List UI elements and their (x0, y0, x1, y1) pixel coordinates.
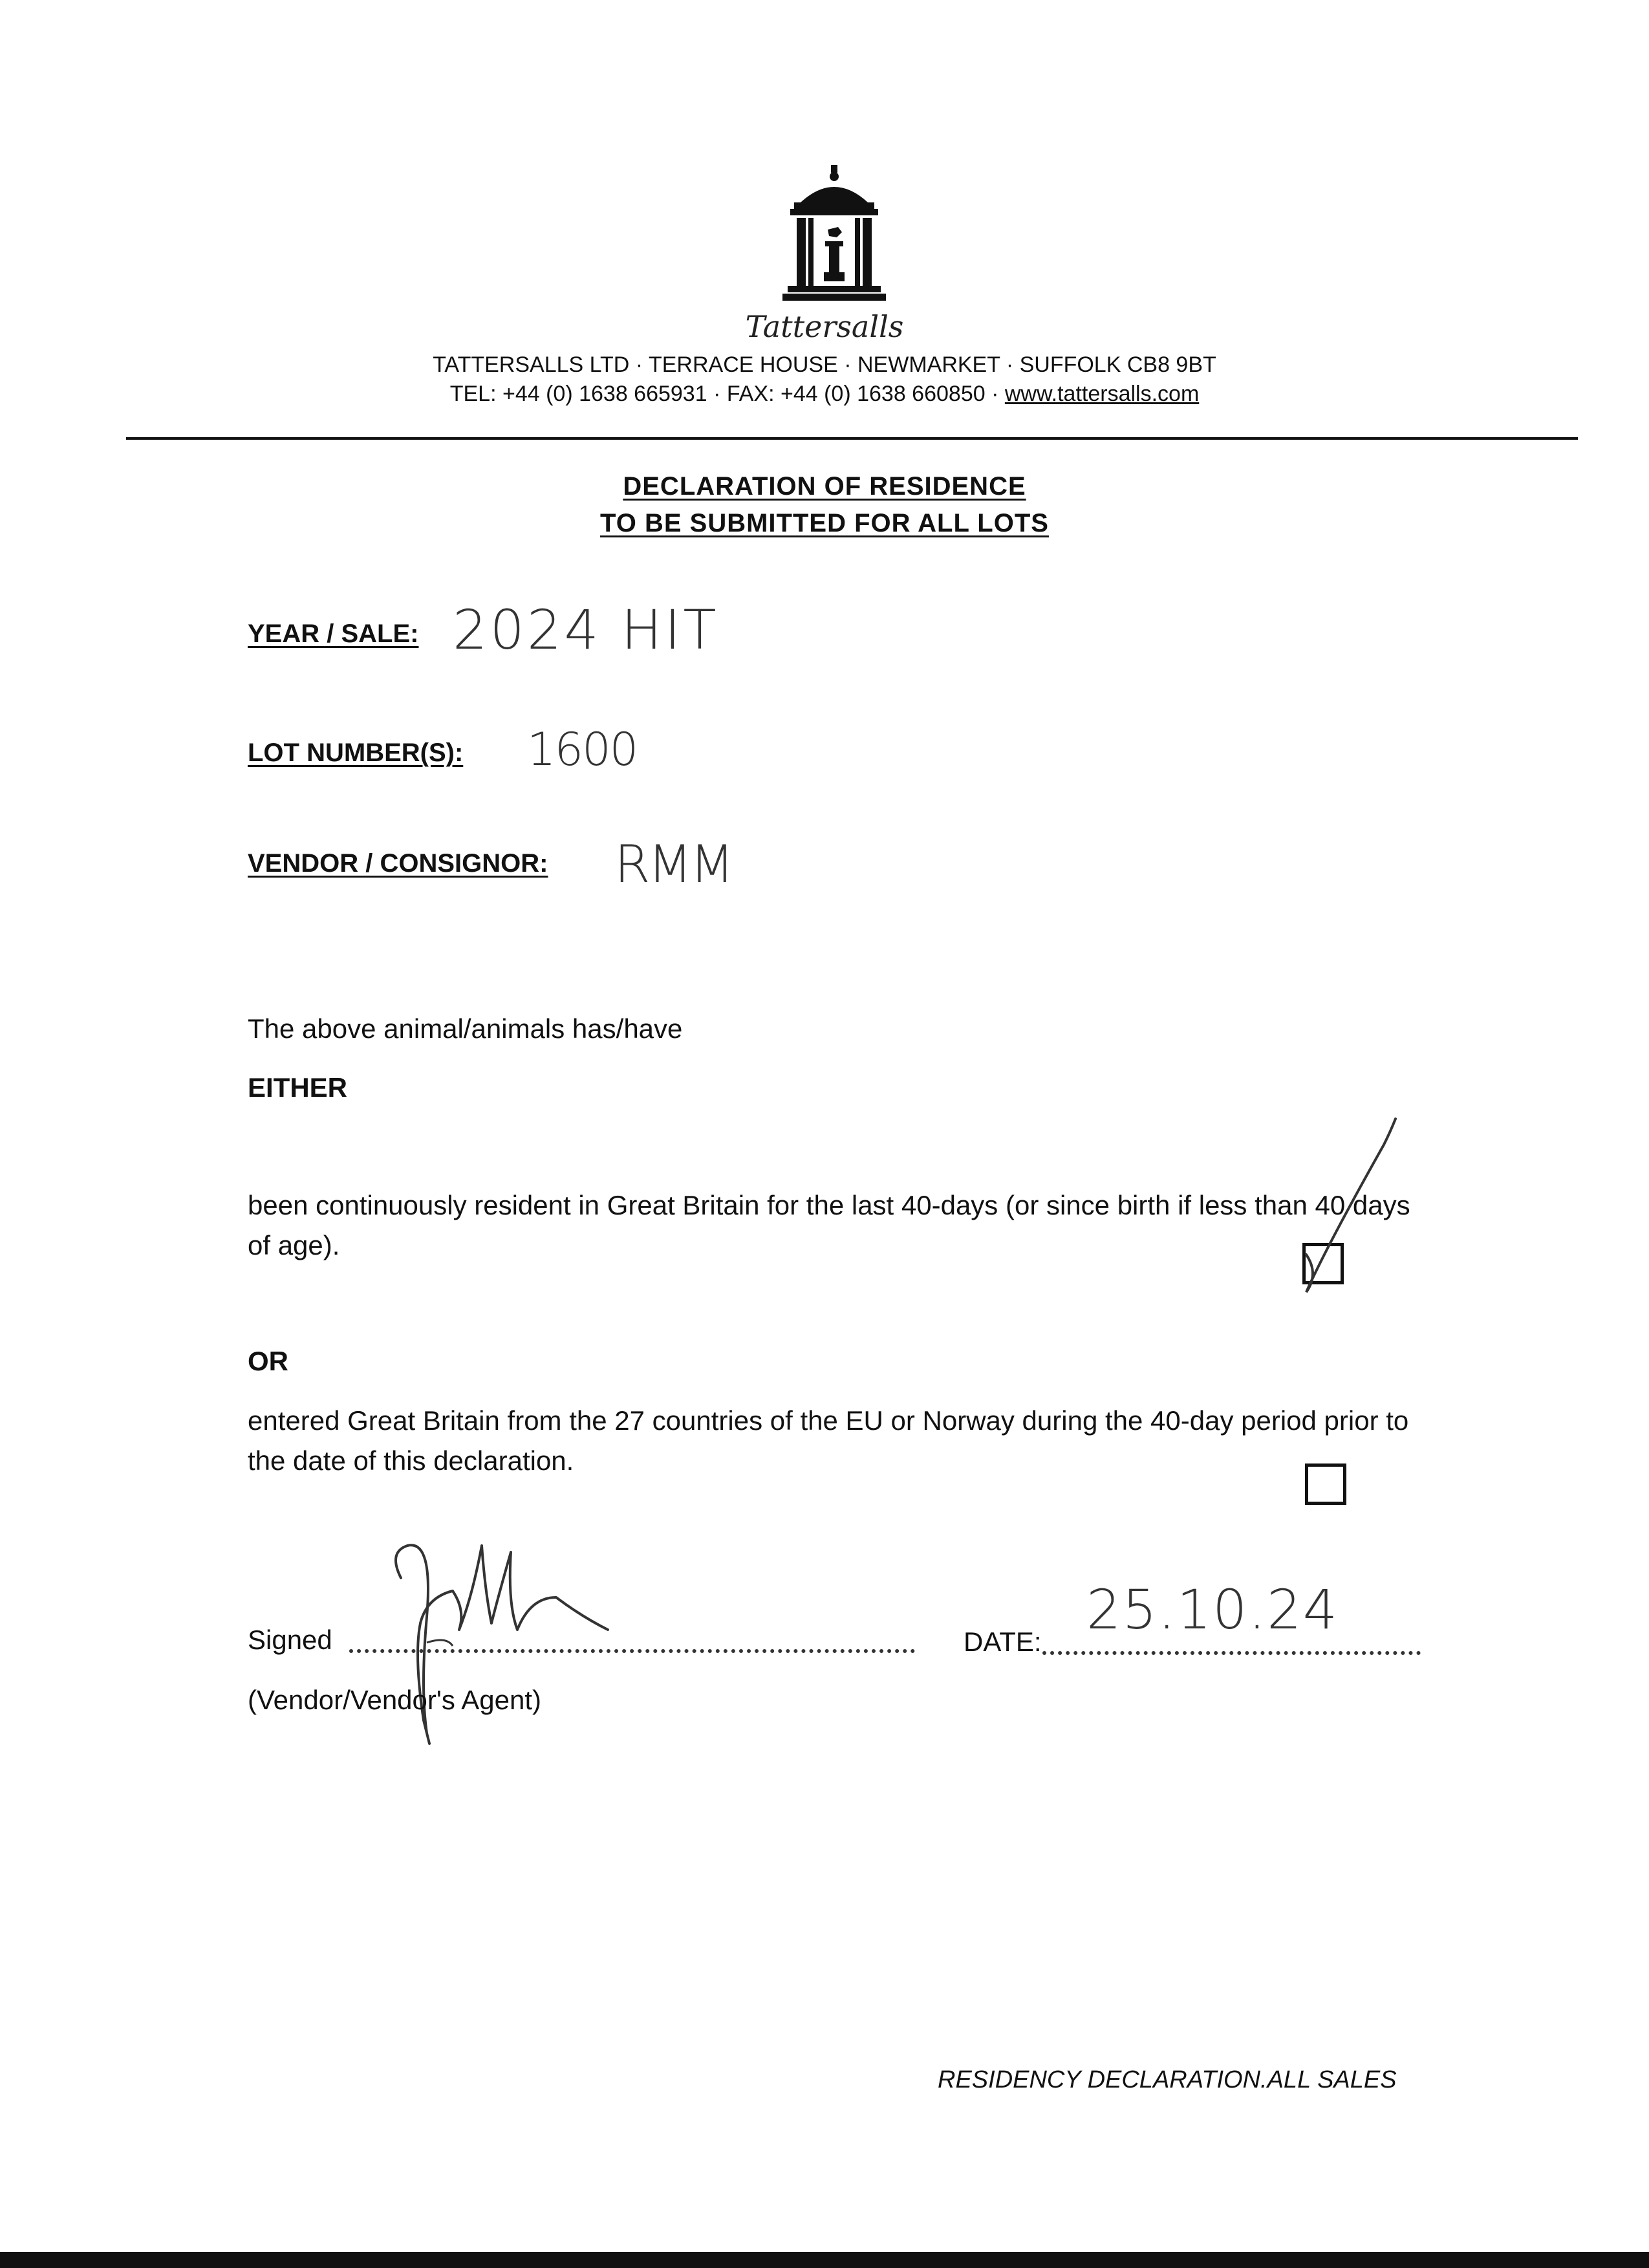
date-line[interactable] (1042, 1651, 1421, 1655)
signed-label: Signed (248, 1625, 332, 1655)
declaration-intro: The above animal/animals has/have (248, 1013, 683, 1044)
signature-mark (362, 1526, 634, 1759)
contact-phone-fax: TEL: +44 (0) 1638 665931 · FAX: +44 (0) 1638 660850 · (449, 382, 1005, 406)
option-entered-checkbox[interactable] (1305, 1463, 1346, 1505)
website-link[interactable]: www.tattersalls.com (1004, 382, 1200, 406)
option-entered-text: entered Great Britain from the 27 countries of the EU or Norway during the 40-day period prior to the date of this declaration. (248, 1405, 1409, 1476)
year-sale-label: YEAR / SALE: (248, 620, 419, 648)
signatory-role: (Vendor/Vendor's Agent) (248, 1685, 542, 1715)
vendor-label: VENDOR / CONSIGNOR: (248, 849, 548, 878)
lot-number-label: LOT NUMBER(S): (248, 739, 464, 767)
document-title: DECLARATION OF RESIDENCE (623, 472, 1026, 501)
checkmark-icon (1287, 1119, 1416, 1293)
or-heading: OR (248, 1346, 288, 1376)
date-label: DATE: (964, 1626, 1042, 1657)
header-divider (126, 437, 1578, 440)
year-sale-value[interactable]: 2024 HIT (453, 598, 719, 662)
either-heading: EITHER (248, 1072, 348, 1103)
document-subtitle: TO BE SUBMITTED FOR ALL LOTS (600, 509, 1049, 537)
scan-edge (0, 2252, 1649, 2268)
date-value[interactable]: 25.10.24 (1086, 1578, 1339, 1641)
brand-name: Tattersalls (745, 309, 904, 344)
company-contact (0, 382, 1649, 407)
tattersalls-logo (782, 165, 886, 301)
footer-reference: RESIDENCY DECLARATION.ALL SALES (938, 2066, 1397, 2093)
vendor-value[interactable]: RMM (614, 834, 732, 894)
company-address: TATTERSALLS LTD · TERRACE HOUSE · NEWMARKET · SUFFOLK CB8 9BT (433, 352, 1216, 377)
option-resident-text: been continuously resident in Great Britain for the last 40-days (or since birth if less than 40 days of age). (248, 1190, 1410, 1260)
lot-number-value[interactable]: 1600 (527, 723, 638, 776)
